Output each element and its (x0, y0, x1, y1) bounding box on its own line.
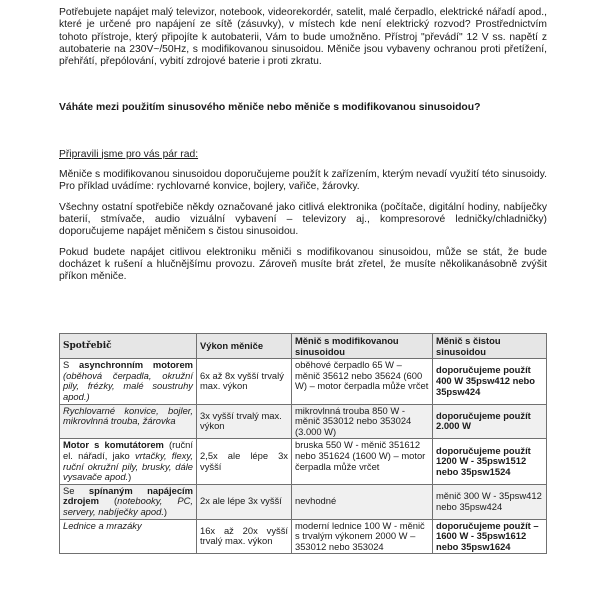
cell-power: 2,5x ale lépe 3x vyšší (197, 439, 292, 484)
cell-pure: doporučujeme použít 400 W 35psw412 nebo 35psw424 (433, 359, 547, 404)
table-row (60, 439, 547, 484)
cell-appliance: S asynchronním motorem (oběhová čerpadla, okružní pily, frézky, malé soustruhy apod.) (60, 359, 197, 404)
cell-power: 16x až 20x vyšší trvalý max. výkon (197, 519, 292, 554)
cell-modified: bruska 550 W - měnič 351612 nebo 351624 (1600 W) – motor čerpadla může vrčet (292, 439, 433, 484)
cell-appliance: Se spínaným napájecím zdrojem (notebooky, PC, servery, nabíječky apod.) (60, 484, 197, 519)
header-modified-sine: Měnič s modifikovanou sinusoidou (292, 334, 433, 359)
cell-appliance: Lednice a mrazáky (60, 519, 197, 554)
table-row (60, 404, 547, 439)
cell-modified: nevhodné (292, 484, 433, 519)
cell-appliance: Rychlovarné konvice, bojler, mikrovlnná trouba, žárovka (60, 404, 197, 439)
advice-title: Připravili jsme pro vás pár rad: (59, 148, 199, 160)
cell-pure: doporučujeme použít 2.000 W (433, 404, 547, 439)
table-row (60, 519, 547, 554)
cell-appliance: Motor s komutátorem (ruční el. nářadí, jako vrtačky, flexy, ruční okružní pily, brusky, dále vysavače apod.) (60, 439, 197, 484)
inverter-comparison-table (59, 333, 547, 554)
paragraph-pure-sine: Všechny ostatní spotřebiče někdy označované jako citlivá elektronika (počítače, digitální hodiny, nabíječky baterií, stmívače, audio vizuální vybavení – televizory aj., kompresorové ledničky/chladničky) doporučujeme napájet měničem s čistou sinusoidou. (59, 201, 547, 238)
question-heading: Váháte mezi použitím sinusového měniče nebo měniče s modifikovanou sinusoidou? (59, 102, 481, 114)
header-appliance: Spotřebič (60, 334, 197, 359)
paragraph-modified-sine: Měniče s modifikovanou sinusoidou doporučujeme použít k zařízením, kterým nevadí využití této sinusoidy. Pro příklad uvádíme: rychlovarné konvice, bojlery, vařiče, žárovky. (59, 169, 548, 193)
cell-modified: moderní lednice 100 W - měnič s trvalým výkonem 2000 W – 353012 nebo 353024 (292, 519, 433, 554)
cell-pure: měnič 300 W - 35psw412 nebo 35psw424 (433, 484, 547, 519)
table-row (60, 484, 547, 519)
paragraph-warning: Pokud budete napájet citlivou elektroniku měniči s modifikovanou sinusoidou, může se stát, že bude docházet k rušení a hlučnějšímu provozu. Zároveň musíte brát zřetel, že musíte několikanásobně zvýšit příkon měniče. (59, 246, 547, 283)
cell-power: 2x ale lépe 3x vyšší (197, 484, 292, 519)
cell-power: 3x vyšší trvalý max. výkon (197, 404, 292, 439)
cell-pure: doporučujeme použít – 1600 W - 35psw1612 nebo 35psw1624 (433, 519, 547, 554)
document-page (59, 7, 547, 283)
cell-modified: oběhové čerpadlo 65 W – měnič 35612 nebo 35624 (600 W) – motor čerpadla může vrčet (292, 359, 433, 404)
cell-modified: mikrovlnná trouba 850 W - měnič 353012 nebo 353024 (3.000 W) (292, 404, 433, 439)
table-row (60, 359, 547, 404)
intro-paragraph: Potřebujete napájet malý televizor, notebook, videorekordér, satelit, malé čerpadlo, elektrické nářadí apod., které je určené pro napájení ze sítě (zásuvky), v místech kde není elektrický rozvod? Prostřednictvím tohoto přístroje, který připojíte k autobaterii, Vám to bude umožněno. Přístroj "převádí" 12 V ss. napětí z autobaterie na 230V~/50Hz, s modifikovanou sinusoidou. Měniče jsou vybaveny ochranou proti přetížení, přehřátí, přepólování, vybití zdrojové baterie i proti zkratu. (59, 7, 547, 68)
header-pure-sine: Měnič s čistou sinusoidou (433, 334, 547, 359)
cell-power: 6x až 8x vyšší trvalý max. výkon (197, 359, 292, 404)
header-power: Výkon měniče (197, 334, 292, 359)
table-header-row (60, 334, 547, 359)
cell-pure: doporučujeme použít 1200 W - 35psw1512 nebo 35psw1524 (433, 439, 547, 484)
